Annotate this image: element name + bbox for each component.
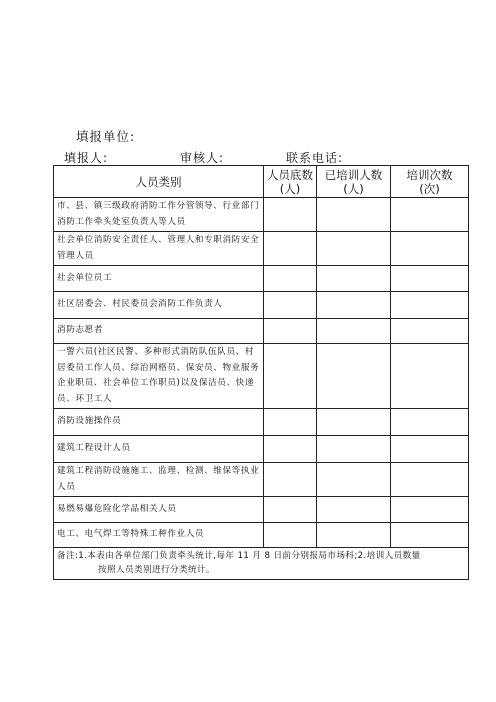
trained-count-cell[interactable] bbox=[317, 497, 391, 523]
header-category: 人员类别 bbox=[54, 166, 264, 198]
trained-count-cell[interactable] bbox=[317, 232, 391, 266]
table-row bbox=[54, 436, 469, 463]
row-category: 社区居委会、村民委员会消防工作负责人 bbox=[54, 292, 264, 319]
training-times-cell[interactable] bbox=[391, 409, 469, 436]
training-times-cell[interactable] bbox=[391, 292, 469, 319]
base-count-cell[interactable] bbox=[264, 436, 317, 463]
base-count-cell[interactable] bbox=[264, 198, 317, 232]
training-times-cell[interactable] bbox=[391, 523, 469, 548]
trained-count-cell[interactable] bbox=[317, 198, 391, 232]
table-row bbox=[54, 409, 469, 436]
header-base-count: 人员底数 (人) bbox=[264, 166, 317, 198]
table-row bbox=[54, 463, 469, 497]
table-header-row bbox=[54, 166, 469, 198]
header-trained-count: 已培训人数 (人) bbox=[317, 166, 391, 198]
row-category: 消防设施操作员 bbox=[54, 409, 264, 436]
fill-person-label: 填报人: bbox=[64, 151, 109, 165]
trained-count-cell[interactable] bbox=[317, 409, 391, 436]
note-line-1: 备注:1.本表由各单位部门负责牵头统计,每年 11 月 8 日前分别报局市场科;2.培训人员数量 bbox=[57, 551, 421, 561]
trained-count-cell[interactable] bbox=[317, 436, 391, 463]
trained-count-cell[interactable] bbox=[317, 463, 391, 497]
reviewer-label: 审核人: bbox=[180, 151, 225, 165]
row-category: 建筑工程消防设施施工、监理、检测、维保等执业人员 bbox=[54, 463, 264, 497]
note-line-2: 按照人员类别进行分类统计。 bbox=[98, 564, 215, 575]
training-times-cell[interactable] bbox=[391, 463, 469, 497]
note-cell bbox=[54, 548, 469, 580]
base-count-cell[interactable] bbox=[264, 232, 317, 266]
training-times-cell[interactable] bbox=[391, 198, 469, 232]
base-count-cell[interactable] bbox=[264, 319, 317, 344]
training-stats-table bbox=[53, 165, 469, 580]
row-category: 社会单位消防安全责任人、管理人和专职消防安全管理人员 bbox=[54, 232, 264, 266]
trained-count-cell[interactable] bbox=[317, 523, 391, 548]
base-count-cell[interactable] bbox=[264, 344, 317, 409]
trained-count-cell[interactable] bbox=[317, 319, 391, 344]
base-count-cell[interactable] bbox=[264, 497, 317, 523]
table-row bbox=[54, 292, 469, 319]
fill-unit-label: 填报单位: bbox=[76, 129, 136, 144]
training-times-cell[interactable] bbox=[391, 319, 469, 344]
row-category: 社会单位员工 bbox=[54, 266, 264, 292]
base-count-cell[interactable] bbox=[264, 463, 317, 497]
row-category: 建筑工程设计人员 bbox=[54, 436, 264, 463]
table-row bbox=[54, 266, 469, 292]
table-row bbox=[54, 319, 469, 344]
base-count-cell[interactable] bbox=[264, 409, 317, 436]
trained-count-cell[interactable] bbox=[317, 266, 391, 292]
row-category: 市、县、镇三级政府消防工作分管领导、行业部门消防工作牵头处室负责人等人员 bbox=[54, 198, 264, 232]
table-row bbox=[54, 198, 469, 232]
base-count-cell[interactable] bbox=[264, 523, 317, 548]
training-times-cell[interactable] bbox=[391, 436, 469, 463]
row-category: 一警六员(社区民警、多种形式消防队伍队员、村居委员工作人员、综治网格员、保安员、物业服务企业职员、社会单位工作职员)以及保洁员、快递员、环卫工人 bbox=[54, 344, 264, 409]
base-count-cell[interactable] bbox=[264, 266, 317, 292]
row-category: 消防志愿者 bbox=[54, 319, 264, 344]
note-row bbox=[54, 548, 469, 580]
form-header-line bbox=[64, 149, 464, 165]
row-category: 电工、电气焊工等特殊工种作业人员 bbox=[54, 523, 264, 548]
base-count-cell[interactable] bbox=[264, 292, 317, 319]
table-row bbox=[54, 232, 469, 266]
header-training-times: 培训次数 (次) bbox=[391, 166, 469, 198]
training-times-cell[interactable] bbox=[391, 266, 469, 292]
training-times-cell[interactable] bbox=[391, 497, 469, 523]
table-row bbox=[54, 523, 469, 548]
phone-label: 联系电话: bbox=[286, 151, 344, 165]
table-row bbox=[54, 344, 469, 409]
trained-count-cell[interactable] bbox=[317, 292, 391, 319]
training-times-cell[interactable] bbox=[391, 232, 469, 266]
row-category: 易燃易爆危险化学品相关人员 bbox=[54, 497, 264, 523]
table-row bbox=[54, 497, 469, 523]
training-times-cell[interactable] bbox=[391, 344, 469, 409]
trained-count-cell[interactable] bbox=[317, 344, 391, 409]
